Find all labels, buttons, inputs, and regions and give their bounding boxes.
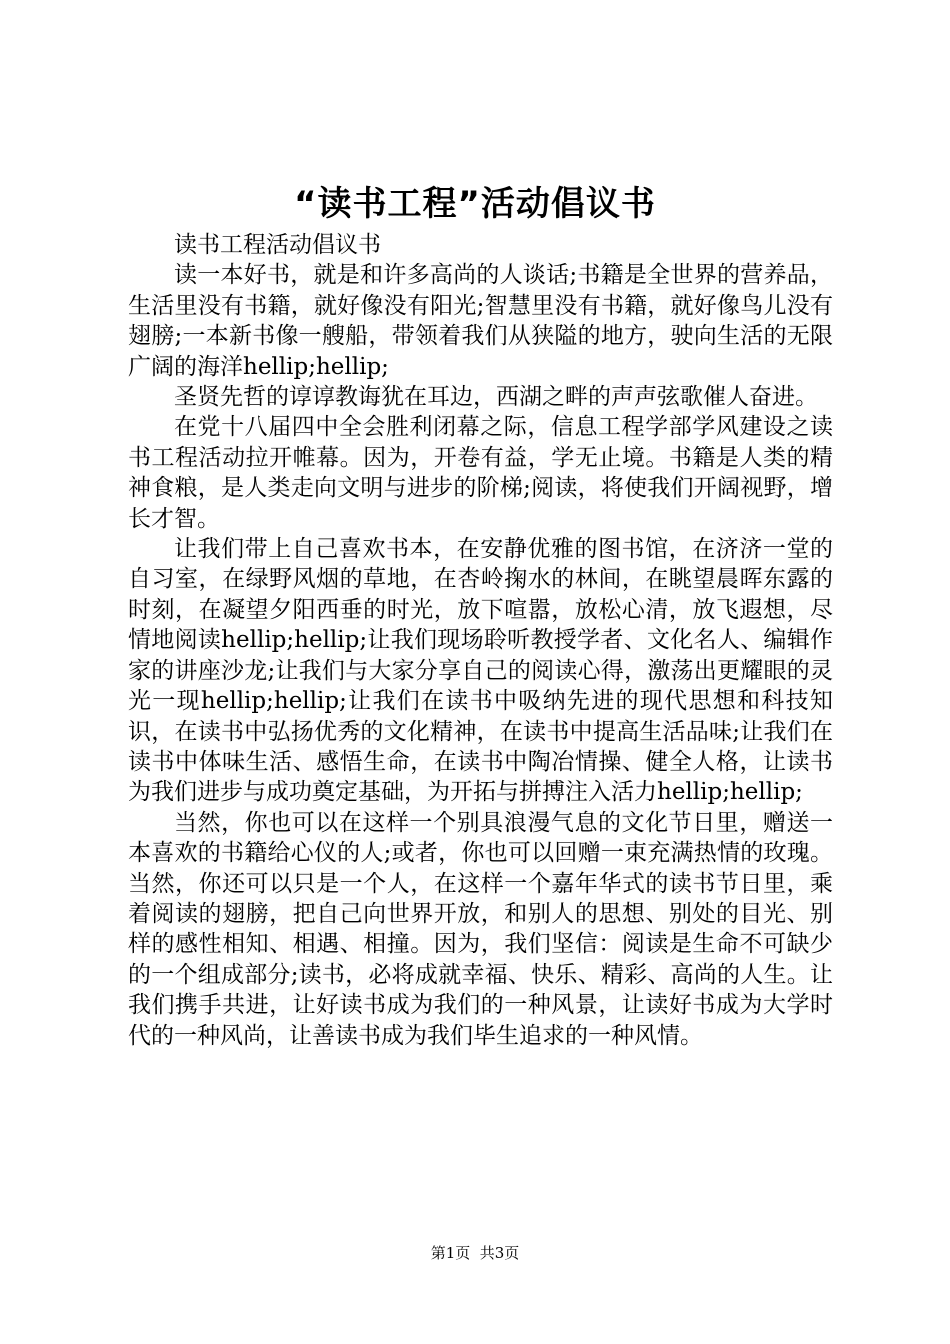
paragraph: 圣贤先哲的谆谆教诲犹在耳边，西湖之畔的声声弦歌催人奋进。 (174, 384, 818, 411)
page-footer (0, 1243, 950, 1263)
paragraph: 让我们带上自己喜欢书本，在安静优雅的图书馆，在济济一堂的自习室，在绿野风烟的草地，在杏岭掬水的林间，在眺望晨晖东露的时刻，在凝望夕阳西垂的时光，放下喧嚣，放松心清，放飞遐想，尽情地阅读hellip;hellip;让我们现场聆听教授学者、文化名人、编辑作家的讲座沙龙;让我们与大家分享自己的阅读心得，激荡出更耀眼的灵光一现hellip;hellip;让我们在读书中吸纳先进的现代思想和科技知识，在读书中弘扬优秀的文化精神，在读书中提高生活品味;让我们在读书中体味生活、感悟生命，在读书中陶冶情操、健全人格，让读书为我们进步与成功奠定基础，为开拓与拼搏注入活力hellip;hellip; (128, 536, 833, 806)
paragraph: 读一本好书，就是和许多高尚的人谈话;书籍是全世界的营养品，生活里没有书籍，就好像没有阳光;智慧里没有书籍，就好像鸟儿没有翅膀;一本新书像一艘船，带领着我们从狭隘的地方，驶向生活的无限广阔的海洋hellip;hellip; (128, 262, 833, 380)
paragraph: 在党十八届四中全会胜利闭幕之际，信息工程学部学风建设之读书工程活动拉开帷幕。因为，开卷有益，学无止境。书籍是人类的精神食粮，是人类走向文明与进步的阶梯;阅读，将使我们开阔视野，增长才智。 (128, 414, 833, 532)
document-body (128, 230, 833, 1051)
page-number: 第1页 共3页 (430, 1244, 520, 1262)
document-title: “读书工程”活动倡议书 (294, 184, 656, 224)
paragraph-subtitle: 读书工程活动倡议书 (174, 232, 381, 258)
paragraph: 当然，你也可以在这样一个别具浪漫气息的文化节日里，赠送一本喜欢的书籍给心仪的人;或者，你也可以回赠一束充满热情的玫瑰。当然，你还可以只是一个人，在这样一个嘉年华式的读书节日里，乘着阅读的翅膀，把自己向世界开放，和别人的思想、别处的目光、别样的感性相知、相遇、相撞。因为，我们坚信：阅读是生命不可缺少的一个组成部分;读书，必将成就幸福、快乐、精彩、高尚的人生。让我们携手共进，让好读书成为我们的一种风景，让读好书成为大学时代的一种风尚，让善读书成为我们毕生追求的一种风情。 (128, 809, 833, 1049)
